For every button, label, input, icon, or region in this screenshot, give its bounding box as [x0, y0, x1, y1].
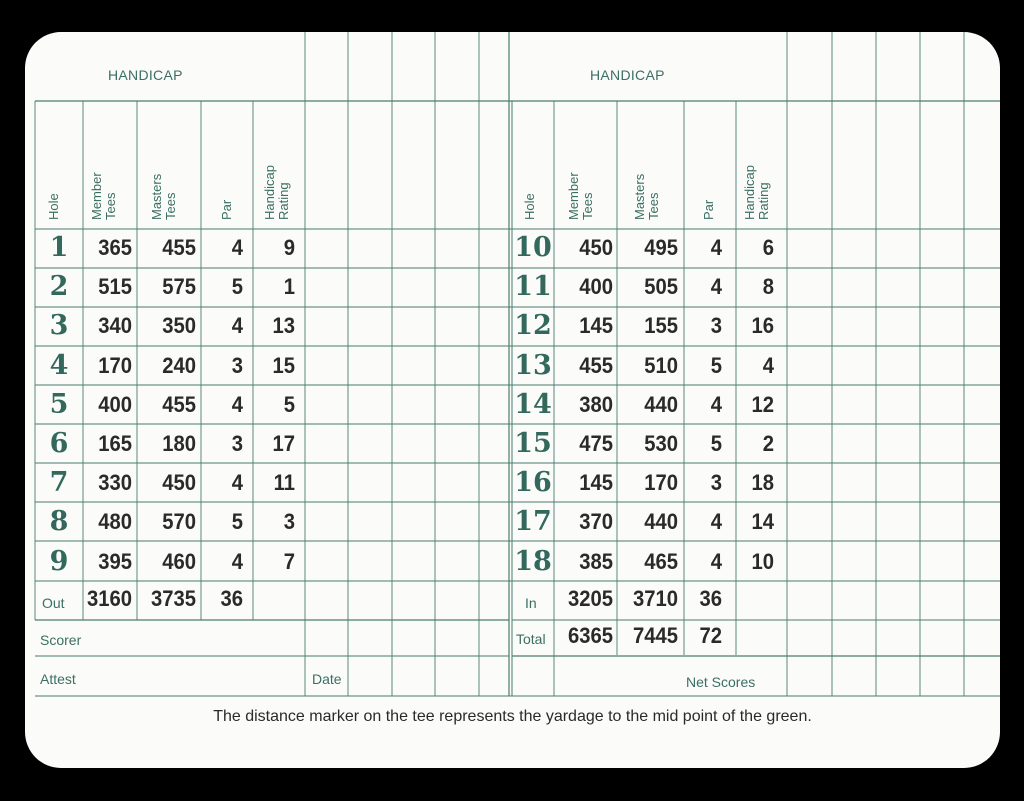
- hole-number: 13: [514, 349, 552, 381]
- member-tees-yardage: 455: [579, 352, 613, 378]
- masters-tees-yardage: 510: [644, 352, 678, 378]
- handicap-rating-value: 1: [283, 274, 295, 300]
- par-value: 5: [710, 352, 722, 378]
- par-value: 4: [710, 391, 722, 417]
- handicap-rating-value: 5: [283, 391, 295, 417]
- right-header-handicap-rating: Handicap Rating: [742, 165, 771, 220]
- hole-number: 14: [514, 388, 552, 420]
- total-masters: 7445: [632, 623, 678, 648]
- out-masters-total: 3735: [150, 586, 196, 611]
- member-tees-yardage: 330: [98, 470, 132, 496]
- masters-tees-yardage: 170: [644, 470, 678, 496]
- left-handicap-label: HANDICAP: [108, 67, 183, 83]
- handicap-rating-value: 4: [762, 352, 774, 378]
- left-header-member-tees: Member Tees: [89, 172, 118, 220]
- handicap-rating-value: 7: [283, 548, 295, 574]
- handicap-rating-value: 8: [762, 274, 774, 300]
- hole-number: 5: [49, 388, 69, 420]
- par-value: 5: [231, 274, 243, 300]
- masters-tees-yardage: 495: [644, 235, 678, 260]
- masters-tees-yardage: 455: [162, 391, 196, 417]
- left-header-hole: Hole: [46, 193, 61, 220]
- masters-tees-yardage: 460: [162, 548, 196, 574]
- left-header-handicap-rating: Handicap Rating: [262, 165, 291, 220]
- masters-tees-yardage: 440: [644, 509, 678, 535]
- total-member: 6365: [567, 623, 613, 648]
- handicap-rating-value: 3: [283, 509, 295, 535]
- masters-tees-yardage: 575: [162, 274, 196, 300]
- par-value: 5: [231, 509, 243, 535]
- right-header-par: Par: [701, 199, 716, 220]
- hole-number: 17: [514, 506, 552, 538]
- hole-number: 2: [49, 271, 69, 303]
- member-tees-yardage: 400: [579, 274, 613, 300]
- hole-number: 16: [514, 467, 552, 499]
- member-tees-yardage: 145: [579, 313, 613, 339]
- right-header-member-tees: Member Tees: [566, 172, 595, 220]
- hole-number: 8: [49, 506, 69, 538]
- masters-tees-yardage: 240: [162, 352, 196, 378]
- par-value: 3: [231, 431, 243, 456]
- handicap-rating-value: 14: [751, 509, 774, 535]
- member-tees-yardage: 385: [579, 548, 613, 574]
- member-tees-yardage: 400: [98, 391, 132, 417]
- masters-tees-yardage: 450: [162, 470, 196, 496]
- par-value: 4: [710, 274, 722, 300]
- hole-number: 11: [514, 271, 552, 303]
- masters-tees-yardage: 440: [644, 391, 678, 417]
- handicap-rating-value: 18: [751, 470, 774, 496]
- out-member-total: 3160: [86, 586, 132, 611]
- member-tees-yardage: 145: [579, 470, 613, 496]
- handicap-rating-value: 16: [751, 313, 774, 339]
- footnote: The distance marker on the tee represents the yardage to the mid point of the green.: [213, 708, 812, 725]
- member-tees-yardage: 340: [98, 313, 132, 339]
- member-tees-yardage: 395: [98, 548, 132, 574]
- par-value: 3: [710, 470, 722, 496]
- hole-number: 12: [514, 310, 552, 342]
- masters-tees-yardage: 455: [162, 235, 196, 260]
- right-header-masters-tees: Masters Tees: [632, 173, 661, 220]
- left-header-masters-tees: Masters Tees: [149, 173, 178, 220]
- par-value: 3: [710, 313, 722, 339]
- total-label: Total: [516, 631, 546, 647]
- masters-tees-yardage: 180: [162, 431, 196, 456]
- par-value: 5: [710, 431, 722, 456]
- handicap-rating-value: 17: [272, 431, 295, 456]
- out-par-total: 36: [220, 586, 243, 611]
- in-member-total: 3205: [567, 586, 613, 611]
- par-value: 4: [231, 235, 243, 260]
- hole-number: 10: [514, 232, 552, 263]
- member-tees-yardage: 480: [98, 509, 132, 535]
- handicap-rating-value: 10: [751, 548, 774, 574]
- par-value: 4: [231, 548, 243, 574]
- attest-label: Attest: [40, 671, 76, 687]
- left-header-par: Par: [219, 199, 234, 220]
- member-tees-yardage: 475: [579, 431, 613, 456]
- member-tees-yardage: 380: [579, 391, 613, 417]
- par-value: 4: [231, 391, 243, 417]
- hole-number: 7: [49, 467, 69, 499]
- date-label: Date: [312, 671, 342, 687]
- par-value: 4: [231, 470, 243, 496]
- masters-tees-yardage: 530: [644, 431, 678, 456]
- hole-number: 3: [49, 310, 69, 342]
- handicap-rating-value: 6: [762, 235, 774, 260]
- hole-number: 6: [49, 428, 69, 459]
- handicap-rating-value: 11: [273, 470, 295, 496]
- par-value: 3: [231, 352, 243, 378]
- member-tees-yardage: 370: [579, 509, 613, 535]
- handicap-rating-value: 13: [272, 313, 295, 339]
- par-value: 4: [710, 235, 722, 260]
- scorer-label: Scorer: [40, 632, 82, 648]
- par-value: 4: [231, 313, 243, 339]
- right-handicap-label: HANDICAP: [590, 67, 665, 83]
- hole-number: 9: [49, 545, 69, 577]
- out-label: Out: [42, 595, 65, 611]
- total-par: 72: [699, 623, 722, 648]
- member-tees-yardage: 515: [98, 274, 132, 300]
- in-label: In: [525, 595, 537, 611]
- net-scores-label: Net Scores: [686, 674, 756, 690]
- hole-number: 4: [49, 349, 69, 381]
- member-tees-yardage: 450: [579, 235, 613, 260]
- handicap-rating-value: 15: [272, 352, 295, 378]
- par-value: 4: [710, 548, 722, 574]
- masters-tees-yardage: 155: [644, 313, 678, 339]
- handicap-rating-value: 2: [762, 431, 774, 456]
- in-par-total: 36: [699, 586, 722, 611]
- hole-number: 1: [49, 232, 69, 263]
- masters-tees-yardage: 350: [162, 313, 196, 339]
- masters-tees-yardage: 465: [644, 548, 678, 574]
- right-header-hole: Hole: [522, 193, 537, 220]
- member-tees-yardage: 165: [98, 431, 132, 456]
- member-tees-yardage: 170: [98, 352, 132, 378]
- masters-tees-yardage: 505: [644, 274, 678, 300]
- handicap-rating-value: 12: [751, 391, 774, 417]
- par-value: 4: [710, 509, 722, 535]
- handicap-rating-value: 9: [283, 235, 295, 260]
- hole-number: 18: [514, 545, 552, 577]
- scorecard: [25, 32, 1000, 768]
- member-tees-yardage: 365: [98, 235, 132, 260]
- masters-tees-yardage: 570: [162, 509, 196, 535]
- hole-number: 15: [514, 428, 552, 459]
- in-masters-total: 3710: [632, 586, 678, 611]
